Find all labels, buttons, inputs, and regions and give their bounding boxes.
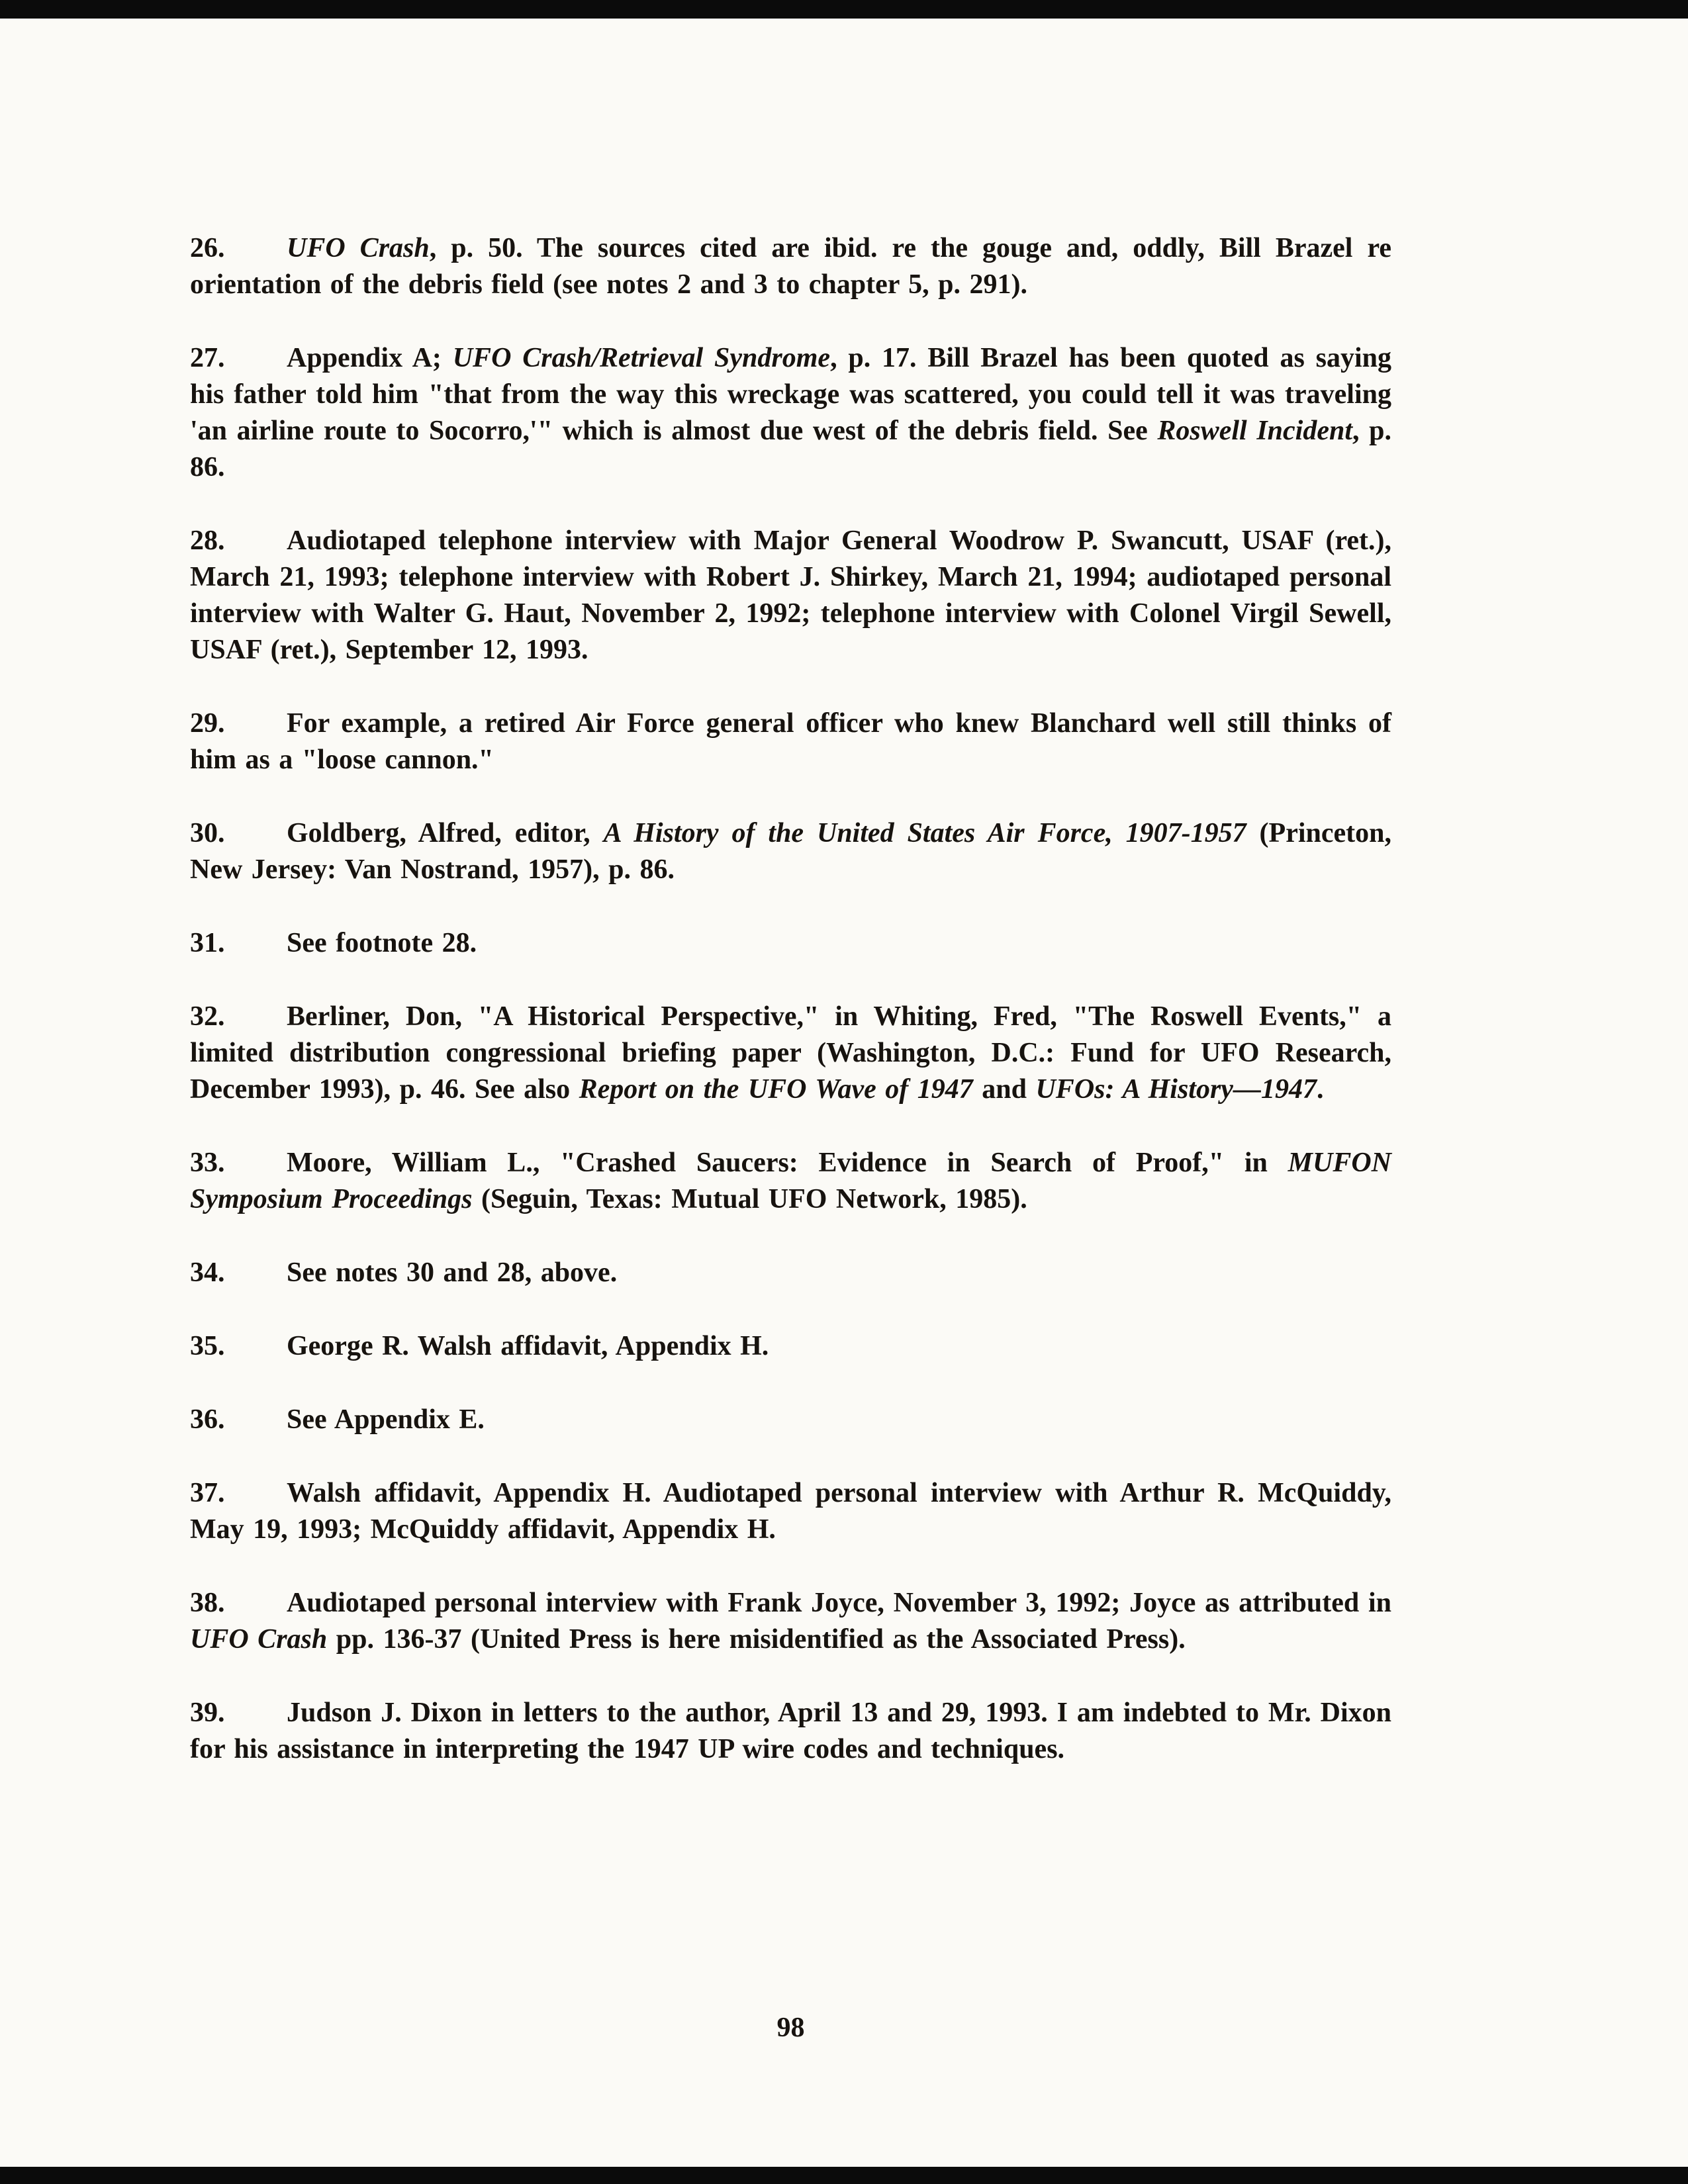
footnote (190, 230, 1391, 303)
scan-artifact-bottom-bar (0, 2167, 1688, 2184)
footnote-number: 36. (190, 1404, 225, 1435)
footnote (190, 1585, 1391, 1658)
scan-artifact-top-bar (0, 0, 1688, 19)
footnote-number: 37. (190, 1478, 225, 1508)
footnote-number: 28. (190, 525, 225, 556)
footnote-number: 34. (190, 1257, 225, 1288)
footnote-number: 31. (190, 928, 225, 958)
footnote-text: See Appendix E. (287, 1404, 485, 1435)
footnote-text: Judson J. Dixon in letters to the author, April 13 and 29, 1993. I am indebted to Mr. Dixon for his assistance in interpreting the 1947 UP wire codes and techniques. (190, 1698, 1391, 1764)
footnote-text: Appendix A; UFO Crash/Retrieval Syndrome, p. 17. Bill Brazel has been quoted as saying his father told him "that from the way this wreckage was scattered, you could tell it was traveling 'an airline route to Socorro,'" which is almost due west of the debris field. See Roswell Incident, p. 86. (190, 343, 1392, 482)
footnote (190, 999, 1391, 1108)
footnote-number: 35. (190, 1331, 225, 1361)
footnote (190, 1475, 1391, 1548)
footnote-number: 38. (190, 1588, 225, 1618)
footnote (190, 705, 1391, 778)
footnote (190, 815, 1391, 888)
footnote-text: See notes 30 and 28, above. (287, 1257, 618, 1288)
footnote-number: 33. (190, 1148, 225, 1178)
footnote-text: See footnote 28. (287, 928, 477, 958)
footnote (190, 523, 1391, 668)
footnote (190, 1402, 1391, 1438)
footnote (190, 1145, 1391, 1218)
footnote-text: Goldberg, Alfred, editor, A History of the United States Air Force, 1907-1957 (Princeton, New Jersey: Van Nostrand, 1957), p. 86. (190, 818, 1391, 885)
footnote-text: George R. Walsh affidavit, Appendix H. (287, 1331, 769, 1361)
footnote-number: 32. (190, 1001, 225, 1032)
footnote-text: Moore, William L., "Crashed Saucers: Evidence in Search of Proof," in MUFON Symposium Proceedings (Seguin, Texas: Mutual UFO Network, 1985). (190, 1148, 1391, 1214)
footnote (190, 1255, 1391, 1291)
footnote-number: 27. (190, 343, 225, 373)
footnote-text: Walsh affidavit, Appendix H. Audiotaped personal interview with Arthur R. McQuiddy, May 19, 1993; McQuiddy affidavit, Appendix H. (190, 1478, 1391, 1545)
footnotes-list (190, 230, 1391, 1768)
footnote-number: 30. (190, 818, 225, 848)
footnote-number: 39. (190, 1698, 225, 1728)
footnote (190, 1695, 1391, 1768)
footnote-text: For example, a retired Air Force general officer who knew Blanchard well still thinks of him as a "loose cannon." (190, 708, 1391, 775)
footnote-number: 26. (190, 233, 225, 263)
footnote (190, 1328, 1391, 1365)
footnote-text: Audiotaped telephone interview with Major General Woodrow P. Swancutt, USAF (ret.), March 21, 1993; telephone interview with Robert J. Shirkey, March 21, 1994; audiotaped personal interview with Walter G. Haut, November 2, 1992; telephone interview with Colonel Virgil Sewell, USAF (ret.), September 12, 1993. (190, 525, 1391, 665)
footnote-number: 29. (190, 708, 225, 739)
footnote (190, 925, 1391, 962)
footnote-text: Berliner, Don, "A Historical Perspective," in Whiting, Fred, "The Roswell Events," a limited distribution congressional briefing paper (Washington, D.C.: Fund for UFO Research, December 1993), p. 46. See also Report on the UFO Wave of 1947 and UFOs: A History—1947. (190, 1001, 1391, 1105)
footnote-text: UFO Crash, p. 50. The sources cited are ibid. re the gouge and, oddly, Bill Brazel re orientation of the debris field (see notes 2 and 3 to chapter 5, p. 291). (190, 233, 1391, 300)
footnote (190, 340, 1391, 486)
footnote-text: Audiotaped personal interview with Frank Joyce, November 3, 1992; Joyce as attributed in UFO Crash pp. 136-37 (United Press is here misidentified as the Associated Press). (190, 1588, 1391, 1655)
page-number: 98 (776, 2013, 805, 2043)
